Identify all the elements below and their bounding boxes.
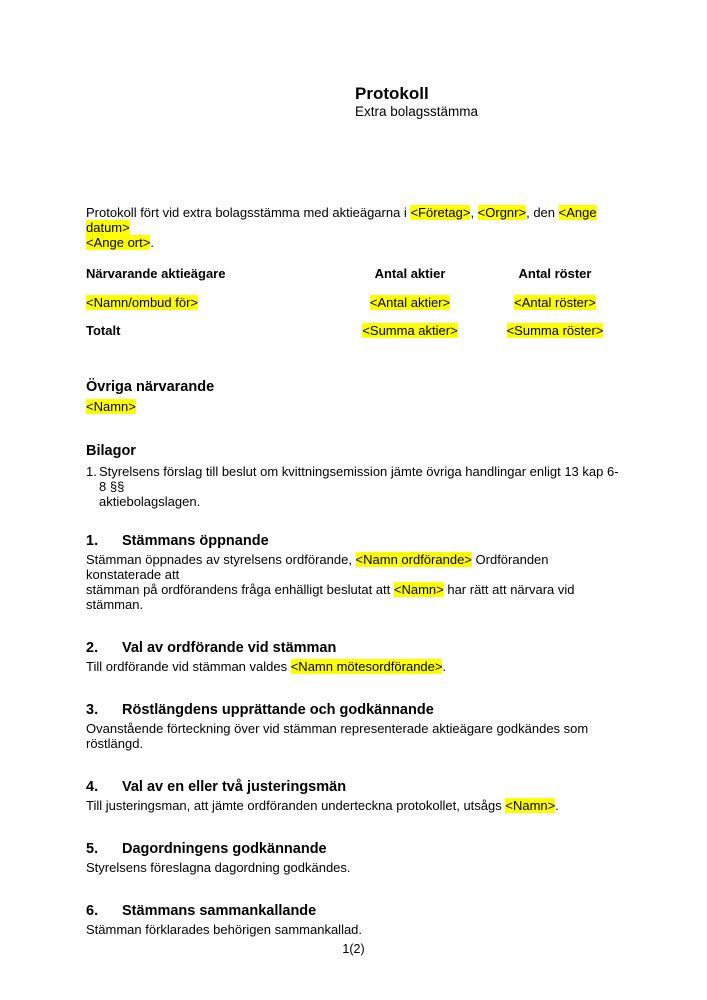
section-title: Val av ordförande vid stämman (122, 640, 337, 656)
section-title: Val av en eller två justeringsmän (122, 779, 347, 795)
section-number: 2. (86, 640, 99, 656)
section-paragraph (86, 721, 620, 751)
section-title: Röstlängdens upprättande och godkännande (122, 702, 434, 718)
document-title: Protokoll (355, 84, 429, 103)
text-segment: , (470, 205, 478, 220)
document-subtitle: Extra bolagsstämma (355, 104, 479, 119)
section-dagordningens-godkannande (86, 841, 620, 875)
text-segment: . (442, 659, 447, 674)
section-heading (86, 533, 620, 550)
intro-paragraph (86, 205, 620, 250)
column-header-votes: Antal röster (518, 266, 592, 281)
text-segment: , den (526, 205, 559, 220)
placeholder-field[interactable]: <Namn> (505, 798, 556, 813)
section-paragraph (86, 552, 620, 612)
text-segment: Stämman öppnades av styrelsens ordförande, (86, 552, 356, 567)
text-segment: . (555, 798, 559, 813)
placeholder-field[interactable]: <Namn mötesordförande> (290, 659, 443, 674)
placeholder-field[interactable]: <Antal röster> (514, 295, 596, 310)
placeholder-field[interactable]: <Ange ort> (86, 235, 151, 250)
text-segment: . (150, 235, 154, 250)
table-header-row (86, 266, 620, 281)
section-title: Stämmans sammankallande (122, 903, 317, 919)
section-number: 6. (86, 903, 99, 919)
others-present-heading: Övriga närvarande (86, 379, 215, 395)
section-title: Stämmans öppnande (122, 533, 269, 549)
section-paragraph (86, 798, 620, 813)
placeholder-field[interactable]: <Namn> (393, 582, 444, 597)
placeholder-field[interactable]: <Namn ordförande> (355, 552, 472, 567)
placeholder-field[interactable]: <Namn/ombud för> (86, 295, 199, 310)
text-segment: Styrelsens föreslagna dagordning godkändes. (86, 860, 351, 875)
placeholder-field[interactable]: <Företag> (410, 205, 471, 220)
attachment-list-item (86, 464, 620, 509)
text-segment: Styrelsens förslag till beslut om kvittningsemission jämte övriga handlingar enligt 13 kap 6-8 §§ (99, 464, 619, 494)
text-segment: Stämman förklarades behörigen sammankallad. (86, 922, 363, 937)
attachment-item-number: 1. (86, 464, 97, 479)
section-heading (86, 779, 620, 796)
section-heading (86, 640, 620, 657)
section-heading (86, 903, 620, 920)
section-paragraph (86, 922, 620, 937)
placeholder-field[interactable]: <Orgnr> (477, 205, 527, 220)
text-segment: har rätt att närvara vid stämman. (86, 582, 575, 612)
table-row-attendee (86, 295, 620, 310)
section-val-av-ordforande (86, 640, 620, 674)
column-header-shares: Antal aktier (374, 266, 446, 281)
table-row-total (86, 323, 620, 338)
section-stammans-oppnande (86, 533, 620, 612)
section-heading (86, 841, 620, 858)
page-number: 1(2) (342, 942, 365, 956)
placeholder-field[interactable]: <Antal aktier> (369, 295, 451, 310)
section-number: 3. (86, 702, 99, 718)
section-title: Dagordningens godkännande (122, 841, 327, 857)
attachment-item-text (99, 464, 620, 509)
section-number: 1. (86, 533, 99, 549)
attendees-table (86, 266, 620, 338)
placeholder-field[interactable]: <Ange datum> (86, 205, 597, 235)
others-present-value (86, 399, 620, 414)
attachments-heading: Bilagor (86, 443, 136, 459)
section-stammans-sammankallande (86, 903, 620, 937)
section-number: 4. (86, 779, 99, 795)
placeholder-field[interactable]: <Namn> (86, 399, 136, 414)
section-paragraph (86, 659, 620, 674)
text-segment: Till justeringsman, att jämte ordföranden underteckna protokollet, utsågs (86, 798, 506, 813)
placeholder-field[interactable]: <Summa aktier> (362, 323, 458, 338)
text-segment: Protokoll fört vid extra bolagsstämma med aktieägarna i (86, 205, 411, 220)
text-segment: aktiebolagslagen. (99, 494, 201, 509)
column-header-attendees: Närvarande aktieägare (86, 266, 226, 281)
section-rostlangden (86, 702, 620, 751)
total-label: Totalt (86, 323, 121, 338)
text-segment: Till ordförande vid stämman valdes (86, 659, 291, 674)
section-heading (86, 702, 620, 719)
placeholder-field[interactable]: <Summa röster> (506, 323, 604, 338)
text-segment: Ordföranden konstaterade att (86, 552, 549, 582)
section-number: 5. (86, 841, 99, 857)
text-segment: Ovanstående förteckning över vid stämman representerade aktieägare godkändes som röstlängd. (86, 721, 589, 751)
text-segment: stämman på ordförandens fråga enhälligt beslutat att (86, 582, 394, 597)
section-paragraph (86, 860, 620, 875)
section-justeringsman (86, 779, 620, 813)
